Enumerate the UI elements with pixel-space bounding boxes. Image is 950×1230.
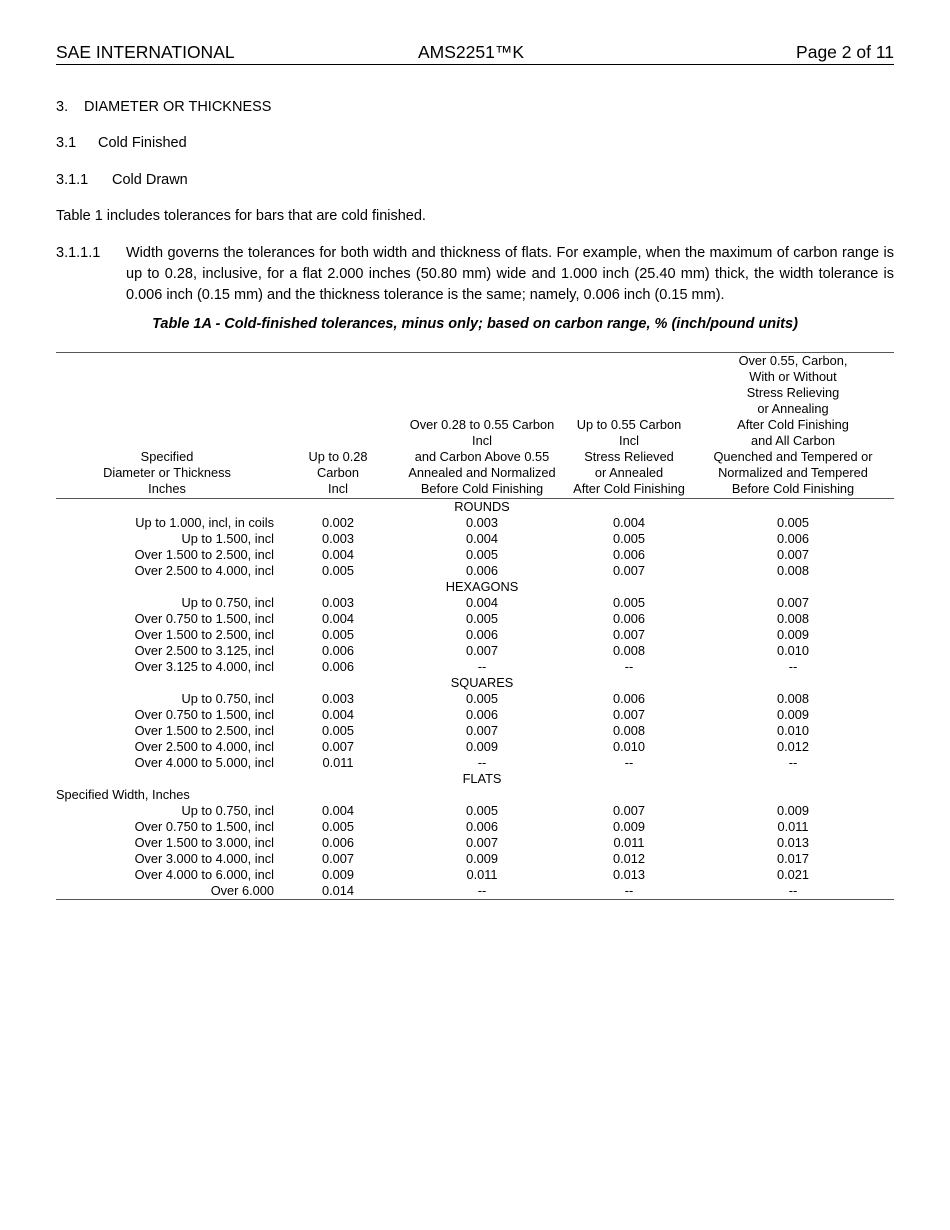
tolerance-value: -- [624,659,634,674]
tolerance-value: 0.009 [465,739,499,754]
tolerance-value: 0.009 [612,819,646,834]
table-row [56,627,894,643]
table-row [56,611,894,627]
tolerance-value: -- [477,755,487,770]
group-title-spacer [56,675,278,691]
tolerance-value: 0.007 [776,595,810,610]
group-title: ROUNDS [454,499,510,514]
group-title-spacer [278,675,398,691]
tolerance-value: -- [788,755,798,770]
table-row [56,883,894,900]
tolerance-value: 0.005 [321,563,355,578]
tolerance-table [56,352,894,900]
section-3-heading [56,98,271,116]
tolerance-value: 0.009 [776,707,810,722]
row-size-label: Over 4.000 to 6.000, incl [134,867,274,882]
row-size-label: Over 6.000 [210,883,274,898]
tolerance-value: 0.005 [321,723,355,738]
tolerance-value: 0.021 [776,867,810,882]
tolerance-value: 0.007 [465,835,499,850]
section-3-1-1-number: 3.1.1 [56,172,89,188]
tolerance-value: 0.003 [321,691,355,706]
table-body [56,499,894,900]
group-title-row [56,579,894,595]
tolerance-value: 0.012 [612,851,646,866]
tolerance-value: 0.009 [776,803,810,818]
tolerance-value: 0.004 [321,547,355,562]
tolerance-value: 0.006 [465,707,499,722]
tolerance-value: 0.005 [465,547,499,562]
tolerance-value: 0.006 [465,627,499,642]
group-title-spacer [566,771,692,787]
tolerance-value: 0.007 [612,627,646,642]
tolerance-value: 0.010 [776,723,810,738]
tolerance-value: 0.005 [465,803,499,818]
tolerance-value: -- [624,883,634,898]
tolerance-value: 0.003 [321,595,355,610]
tolerance-value: 0.005 [465,691,499,706]
group-subtitle-spacer [692,787,894,803]
header-organization: SAE INTERNATIONAL [56,42,235,62]
table-row [56,643,894,659]
tolerance-value: 0.005 [465,611,499,626]
group-title-row [56,675,894,691]
group-title-spacer [56,499,278,516]
group-title: FLATS [462,771,502,786]
row-size-label: Over 4.000 to 5.000, incl [134,755,274,770]
group-title-spacer [278,771,398,787]
table-row [56,851,894,867]
tolerance-value: 0.012 [776,739,810,754]
group-title-row [56,771,894,787]
column-header-carbon-028-to-055: Over 0.28 to 0.55 Carbon Incl and Carbon Above 0.55 Annealed and Normalized Before Cold Finishing [398,353,566,499]
tolerance-value: 0.002 [321,515,355,530]
tolerance-value: 0.007 [612,563,646,578]
column-header-carbon-up-to-028: Up to 0.28 Carbon Incl [278,353,398,499]
tolerance-value: 0.004 [465,531,499,546]
row-size-label: Up to 1.500, incl [181,531,274,546]
page-header [56,42,894,65]
table-row [56,563,894,579]
table-row [56,819,894,835]
row-size-label: Over 0.750 to 1.500, incl [134,819,274,834]
group-subtitle-spacer [566,787,692,803]
group-title-spacer [278,499,398,516]
row-size-label: Over 0.750 to 1.500, incl [134,707,274,722]
group-title-spacer [56,771,278,787]
section-3-1-1-heading [56,171,188,189]
paragraph-3-1-1-1-text: Width governs the tolerances for both width and thickness of flats. For example, when the maximum of carbon range is up to 0.28, inclusive, for a flat 2.000 inches (50.80 mm) wide and 1.000 inch (25.40 mm) thick, the width tolerance is 0.006 inch (0.15 mm) and the thickness tolerance is the same; namely, 0.006 inch (0.15 mm). [126,245,894,303]
section-3-number: 3. [56,99,69,115]
tolerance-value: 0.010 [612,739,646,754]
tolerance-value: 0.003 [465,515,499,530]
section-3-1-1-title: Cold Drawn [112,172,188,188]
row-size-label: Up to 0.750, incl [181,803,274,818]
tolerance-value: 0.007 [321,739,355,754]
column-header-quenched-tempered: Over 0.55, Carbon, With or Without Stress Relieving or Annealing After Cold Finishing and All Carbon Quenched and Tempered or Normalized and Tempered Before Cold Finishing [692,353,894,499]
paragraph-3-1-1-1-number: 3.1.1.1 [56,245,101,261]
tolerance-value: 0.005 [321,627,355,642]
tolerance-value: 0.006 [321,835,355,850]
tolerance-value: -- [477,659,487,674]
tolerance-value: 0.010 [776,643,810,658]
table-row [56,691,894,707]
tolerance-value: 0.017 [776,851,810,866]
row-size-label: Over 1.500 to 3.000, incl [134,835,274,850]
tolerance-value: 0.007 [321,851,355,866]
section-3-1-title: Cold Finished [98,135,187,151]
group-title-spacer [692,579,894,595]
table-header [56,353,894,499]
tolerance-value: 0.005 [612,595,646,610]
tolerance-value: -- [624,755,634,770]
group-title-spacer [566,499,692,516]
tolerance-value: 0.006 [321,643,355,658]
table-caption: Table 1A - Cold-finished tolerances, minus only; based on carbon range, % (inch/pound units) [152,316,798,332]
section-3-1-heading [56,134,187,152]
tolerance-value: 0.007 [465,723,499,738]
tolerance-value: 0.009 [465,851,499,866]
tolerance-value: 0.007 [465,643,499,658]
group-title-spacer [692,771,894,787]
group-title: HEXAGONS [445,579,519,594]
section-3-title: DIAMETER OR THICKNESS [84,99,272,115]
table-row [56,515,894,531]
table-row [56,707,894,723]
tolerance-value: 0.008 [776,611,810,626]
group-subtitle-spacer [398,787,566,803]
tolerance-value: 0.005 [776,515,810,530]
tolerance-value: 0.006 [612,611,646,626]
tolerance-value: 0.008 [776,563,810,578]
table-row [56,739,894,755]
group-subtitle-row [56,787,894,803]
section-3-1-number: 3.1 [56,135,77,151]
tolerance-value: 0.006 [465,563,499,578]
tolerance-value: 0.004 [321,611,355,626]
tolerance-value: 0.007 [612,803,646,818]
column-header-specified-size: Specified Diameter or Thickness Inches [56,353,278,499]
group-title-row [56,499,894,516]
row-size-label: Up to 0.750, incl [181,595,274,610]
tolerance-value: 0.011 [613,835,645,850]
tolerance-value: 0.006 [776,531,810,546]
tolerance-value: 0.005 [612,531,646,546]
tolerance-value: 0.009 [776,627,810,642]
row-size-label: Over 1.500 to 2.500, incl [134,547,274,562]
tolerance-value: 0.014 [321,883,355,898]
table-row [56,595,894,611]
row-size-label: Over 2.500 to 4.000, incl [134,563,274,578]
row-size-label: Over 2.500 to 3.125, incl [134,643,274,658]
row-size-label: Over 0.750 to 1.500, incl [134,611,274,626]
tolerance-value: -- [788,883,798,898]
table-row [56,867,894,883]
group-title-spacer [56,579,278,595]
paragraph-3-1-1-1 [56,243,894,306]
tolerance-value: 0.011 [466,867,498,882]
row-size-label: Over 1.500 to 2.500, incl [134,627,274,642]
group-title-spacer [566,579,692,595]
table-row [56,835,894,851]
row-size-label: Over 1.500 to 2.500, incl [134,723,274,738]
group-title-spacer [566,675,692,691]
tolerance-value: 0.006 [612,547,646,562]
table-row [56,803,894,819]
tolerance-value: 0.004 [321,803,355,818]
tolerance-value: 0.006 [465,819,499,834]
tolerance-value: 0.005 [321,819,355,834]
tolerance-value: 0.009 [321,867,355,882]
column-header-stress-relieved: Up to 0.55 Carbon Incl Stress Relieved or Annealed After Cold Finishing [566,353,692,499]
row-size-label: Over 3.000 to 4.000, incl [134,851,274,866]
tolerance-value: 0.007 [776,547,810,562]
group-title-spacer [692,499,894,516]
group-title-spacer [692,675,894,691]
table-row [56,531,894,547]
header-page-number: Page 2 of 11 [796,42,894,62]
row-size-label: Up to 1.000, incl, in coils [135,515,274,530]
intro-text: Table 1 includes tolerances for bars that are cold finished. [56,208,426,224]
tolerance-value: 0.004 [321,707,355,722]
tolerance-value: 0.007 [612,707,646,722]
table-row [56,659,894,675]
tolerance-value: 0.003 [321,531,355,546]
tolerance-value: 0.013 [776,835,810,850]
group-title: SQUARES [450,675,514,690]
tolerance-value: 0.006 [321,659,355,674]
tolerance-value: 0.008 [612,723,646,738]
tolerance-value: -- [788,659,798,674]
tolerance-value: 0.013 [612,867,646,882]
tolerance-value: 0.006 [612,691,646,706]
tolerance-value: 0.011 [322,755,354,770]
header-document-id: AMS2251™K [418,42,525,62]
tolerance-value: 0.008 [776,691,810,706]
group-subtitle-spacer [278,787,398,803]
tolerance-value: 0.004 [612,515,646,530]
table-row [56,723,894,739]
table-row [56,755,894,771]
table-row [56,547,894,563]
tolerance-value: 0.011 [777,819,809,834]
tolerance-value: -- [477,883,487,898]
row-size-label: Up to 0.750, incl [181,691,274,706]
group-title-spacer [278,579,398,595]
group-subtitle: Specified Width, Inches [56,787,190,802]
tolerance-value: 0.004 [465,595,499,610]
row-size-label: Over 3.125 to 4.000, incl [134,659,274,674]
row-size-label: Over 2.500 to 4.000, incl [134,739,274,754]
tolerance-value: 0.008 [612,643,646,658]
